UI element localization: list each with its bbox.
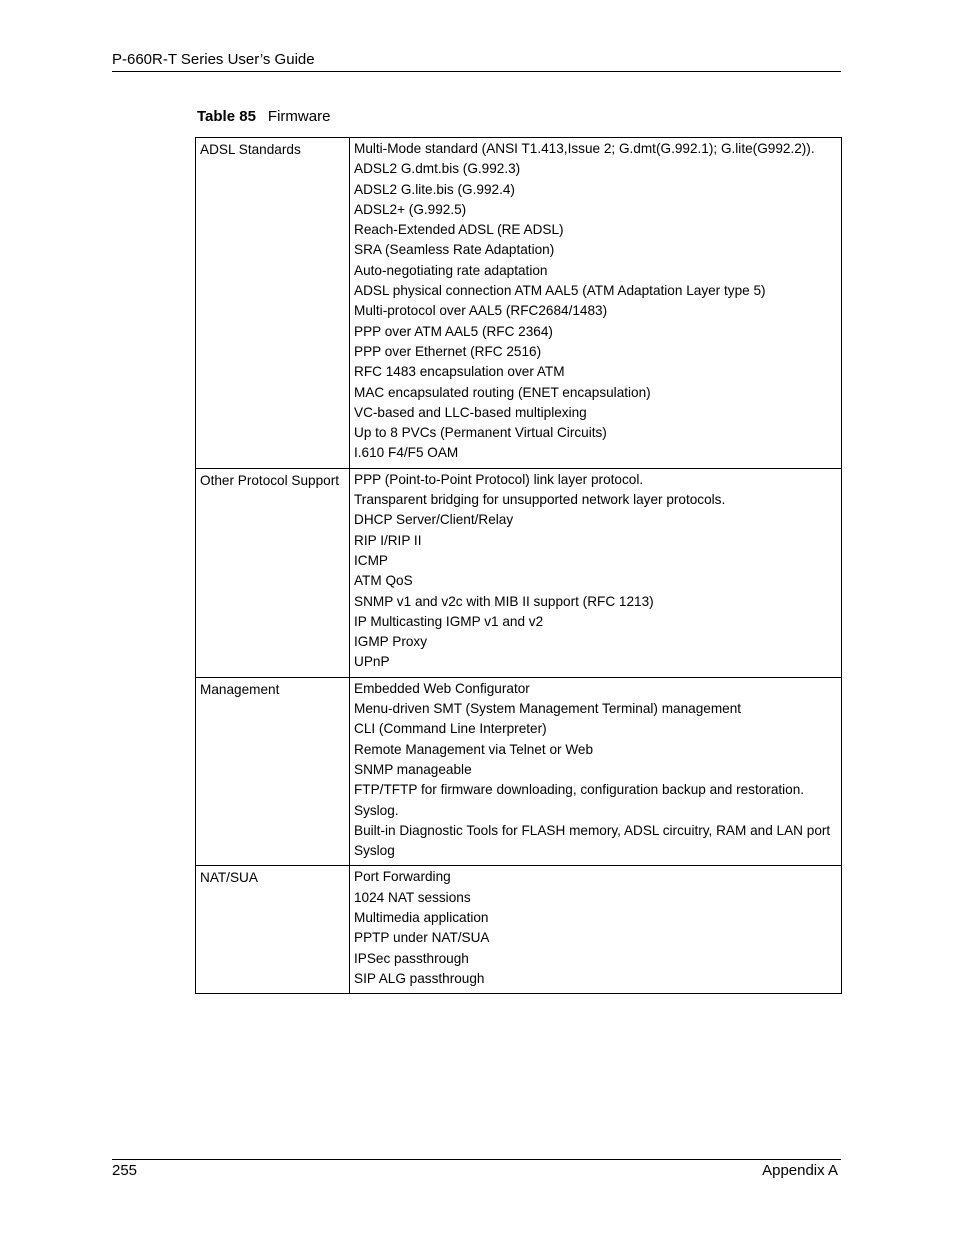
- feature-item: MAC encapsulated routing (ENET encapsulation): [354, 384, 651, 400]
- table-number: Table 85: [197, 108, 256, 125]
- footer-section: Appendix A: [762, 1162, 838, 1179]
- feature-item: IGMP Proxy: [354, 634, 428, 650]
- feature-item: CLI (Command Line Interpreter): [354, 721, 547, 737]
- feature-list: [350, 468, 842, 677]
- table-caption: [197, 108, 330, 125]
- feature-item: PPTP under NAT/SUA: [354, 930, 490, 946]
- feature-item: ADSL2+ (G.992.5): [354, 201, 467, 217]
- feature-item: UPnP: [354, 654, 390, 670]
- feature-item: SIP ALG passthrough: [354, 970, 485, 986]
- feature-item: SNMP manageable: [354, 761, 472, 777]
- feature-item: IPSec passthrough: [354, 950, 469, 966]
- feature-item: RFC 1483 encapsulation over ATM: [354, 364, 565, 380]
- feature-item: DHCP Server/Client/Relay: [354, 512, 514, 528]
- feature-category: Other Protocol Support: [196, 468, 350, 677]
- feature-item: FTP/TFTP for firmware downloading, configuration backup and restoration.: [354, 782, 805, 798]
- feature-category: NAT/SUA: [196, 866, 350, 994]
- table-row: [196, 866, 842, 994]
- feature-item: 1024 NAT sessions: [354, 889, 471, 905]
- feature-item: ICMP: [354, 552, 388, 568]
- feature-category: ADSL Standards: [196, 138, 350, 469]
- feature-item: Embedded Web Configurator: [354, 680, 530, 696]
- feature-item: Built-in Diagnostic Tools for FLASH memory, ADSL circuitry, RAM and LAN port: [354, 822, 831, 838]
- feature-category: Management: [196, 677, 350, 866]
- footer-divider: [112, 1159, 841, 1160]
- table-row: [196, 138, 842, 469]
- feature-item: ATM QoS: [354, 573, 413, 589]
- feature-item: SNMP v1 and v2c with MIB II support (RFC 1213): [354, 593, 654, 609]
- feature-item: Multimedia application: [354, 909, 489, 925]
- feature-item: VC-based and LLC-based multiplexing: [354, 404, 587, 420]
- feature-item: Multi-protocol over AAL5 (RFC2684/1483): [354, 303, 608, 319]
- feature-list: [350, 138, 842, 469]
- feature-item: Auto-negotiating rate adaptation: [354, 262, 548, 278]
- feature-list: [350, 866, 842, 994]
- table-caption-text: Firmware: [267, 108, 331, 125]
- feature-item: Multi-Mode standard (ANSI T1.413,Issue 2; G.dmt(G.992.1); G.lite(G992.2)).: [354, 141, 815, 156]
- table-row: [196, 677, 842, 866]
- feature-item: Reach-Extended ADSL (RE ADSL): [354, 222, 564, 238]
- feature-item: Port Forwarding: [354, 869, 451, 885]
- feature-item: Remote Management via Telnet or Web: [354, 741, 594, 757]
- feature-item: Syslog: [354, 843, 395, 859]
- firmware-table-body: [196, 138, 842, 994]
- feature-item: Menu-driven SMT (System Management Terminal) management: [354, 701, 742, 717]
- header-divider: [112, 71, 841, 72]
- feature-item: IP Multicasting IGMP v1 and v2: [354, 613, 544, 629]
- feature-item: PPP over Ethernet (RFC 2516): [354, 343, 542, 359]
- feature-item: I.610 F4/F5 OAM: [354, 445, 459, 461]
- feature-item: ADSL2 G.lite.bis (G.992.4): [354, 181, 515, 197]
- feature-item: SRA (Seamless Rate Adaptation): [354, 242, 555, 258]
- page-header-title: P-660R-T Series User’s Guide: [112, 51, 315, 68]
- feature-item: Syslog.: [354, 802, 399, 818]
- feature-item: PPP (Point-to-Point Protocol) link layer protocol.: [354, 471, 644, 487]
- feature-item: PPP over ATM AAL5 (RFC 2364): [354, 323, 553, 339]
- firmware-table: [195, 137, 842, 994]
- feature-item: Up to 8 PVCs (Permanent Virtual Circuits): [354, 425, 607, 441]
- page-number: 255: [112, 1162, 138, 1179]
- feature-item: ADSL physical connection ATM AAL5 (ATM Adaptation Layer type 5): [354, 283, 766, 299]
- feature-item: Transparent bridging for unsupported network layer protocols.: [354, 492, 726, 508]
- feature-list: [350, 677, 842, 866]
- table-row: [196, 468, 842, 677]
- feature-item: ADSL2 G.dmt.bis (G.992.3): [354, 161, 521, 177]
- feature-item: RIP I/RIP II: [354, 532, 422, 548]
